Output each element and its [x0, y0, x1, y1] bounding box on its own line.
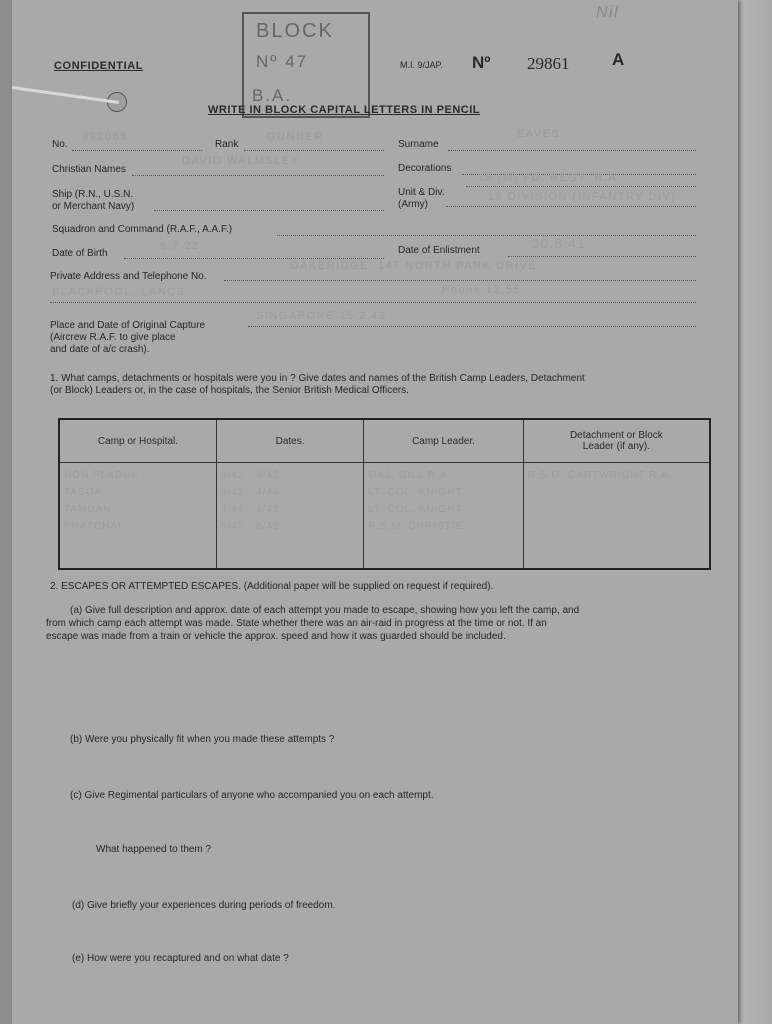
dob-label: Date of Birth [52, 248, 108, 259]
camp-entry: TAMUAN [64, 504, 112, 515]
question-e: (e) How were you recaptured and on what date ? [72, 953, 289, 964]
capture-value: SINGAPORE 15.2.42 [256, 310, 387, 322]
detachment-cell [523, 463, 710, 570]
address-value-3: Phone 12.55 [442, 284, 521, 296]
question-b: (b) Were you physically fit when you made these attempts ? [70, 734, 335, 745]
column-header-detachment-line-2: Leader (if any). [582, 441, 650, 452]
ship-label-1: Ship (R.N., U.S.N. [52, 189, 134, 200]
block-stamp [242, 12, 370, 118]
no-value: 992065 [82, 131, 128, 143]
ship-label-2: or Merchant Navy) [52, 201, 135, 212]
unit-label-2: (Army) [398, 199, 428, 210]
section1-question-line-2: (or Block) Leaders or, in the case of hospitals, the Senior British Medical Officers. [50, 385, 409, 396]
squadron-label: Squadron and Command (R.A.F., A.A.F.) [52, 224, 233, 235]
enlistment-label: Date of Enlistment [398, 245, 480, 256]
stamp-line-1: BLOCK [256, 20, 334, 42]
number-label: Nº [472, 53, 491, 72]
column-header-dates: Dates. [216, 419, 363, 463]
column-header-detachment-line-1: Detachment or Block [569, 430, 663, 441]
rank-label: Rank [215, 139, 239, 150]
leader-entry: LT. COL. KNIGHT [368, 504, 463, 515]
column-header-detachment [523, 419, 710, 463]
form-page [12, 0, 738, 1024]
detachment-entry: R.S.M. CARTWRIGHT R.A. [527, 470, 673, 481]
leader-entry: MAJ. GILL R.A. [368, 470, 452, 481]
column-header-leader: Camp Leader. [364, 419, 524, 463]
camp-entry: NON PLADUK [64, 470, 140, 481]
capture-label-2: (Aircrew R.A.F. to give place [50, 332, 176, 343]
dates-entry: 6/42 - 9/42 [220, 470, 280, 481]
enlistment-value: 30.8.41 [532, 236, 586, 251]
surname-label: Surname [398, 139, 439, 150]
binding-string [12, 86, 119, 104]
unit-value-1: 18 (M) FD. REGT. R.A. [478, 172, 622, 184]
camp-entry: PRATCHAI [64, 521, 122, 532]
unit-value-2: 18 DIVISION (INFANTRY DIV) [488, 191, 677, 203]
dates-entry: 4/44 - 6/45 [220, 504, 280, 515]
serial-number: 29861 [527, 54, 570, 73]
question-c-follow-up: What happened to them ? [96, 844, 212, 855]
capture-label-1: Place and Date of Original Capture [50, 320, 206, 331]
christian-names-label: Christian Names [52, 164, 126, 175]
form-code: M.I. 9/JAP. [400, 60, 443, 70]
no-label: No. [52, 139, 68, 150]
serial-suffix: A [612, 50, 625, 69]
unit-label-1: Unit & Div. [398, 187, 445, 198]
section2-title: 2. ESCAPES OR ATTEMPTED ESCAPES. (Additional paper will be supplied on request if required). [50, 581, 494, 592]
dates-cell [216, 463, 363, 570]
dates-entry: 9/42 - 4/44 [220, 487, 280, 498]
column-header-camp: Camp or Hospital. [59, 419, 216, 463]
stamp-line-3: B.A. [252, 86, 293, 105]
leader-entry: LT. COL. KNIGHT [368, 487, 463, 498]
question-d: (d) Give briefly your experiences during periods of freedom. [72, 900, 336, 911]
address-value-2: BLACKPOOL, LANCS. [52, 286, 190, 298]
section1-question-line-1: 1. What camps, detachments or hospitals were you in ? Give dates and names of the British Camp Leaders, Detachment [50, 373, 585, 384]
leader-cell [364, 463, 524, 570]
camp-entry: TASOA [64, 487, 103, 498]
question-c: (c) Give Regimental particulars of anyone who accompanied you on each attempt. [70, 790, 434, 801]
rank-value: GUNNER [267, 131, 324, 143]
leader-entry: R.S.M. CHRISTIE [368, 521, 464, 532]
section2-a-line-3: escape was made from a train or vehicle the approx. speed and how it was guarded should be included. [46, 631, 506, 642]
stamp-line-2: Nº 47 [256, 52, 309, 71]
section2-a-line-1: (a) Give full description and approx. date of each attempt you made to escape, showing how you left the camp, and [70, 605, 580, 616]
corner-annotation: Nil [596, 4, 620, 21]
capture-label-3: and date of a/c crash). [50, 344, 150, 355]
christian-names-value: DAVID WALMSLEY [182, 155, 300, 167]
decorations-label: Decorations [398, 163, 452, 174]
camps-table-body [59, 463, 710, 570]
dates-entry: 6/45 - 8/45 [220, 521, 280, 532]
camps-table-header [59, 419, 710, 463]
surname-value: EAVES [517, 128, 561, 140]
address-label: Private Address and Telephone No. [50, 271, 207, 282]
section2-a-line-2: from which camp each attempt was made. State whether there was an air-raid in progress at the time or not. If an [46, 618, 547, 629]
dob-value: 6.7.22 [160, 240, 200, 252]
camps-table [58, 418, 711, 570]
camp-cell [59, 463, 216, 570]
instruction-heading: WRITE IN BLOCK CAPITAL LETTERS IN PENCIL [208, 104, 480, 116]
confidential-marking: CONFIDENTIAL [54, 60, 144, 72]
address-value-1: OAKERIDGE, 147 NORTH PARK DRIVE [290, 260, 538, 272]
